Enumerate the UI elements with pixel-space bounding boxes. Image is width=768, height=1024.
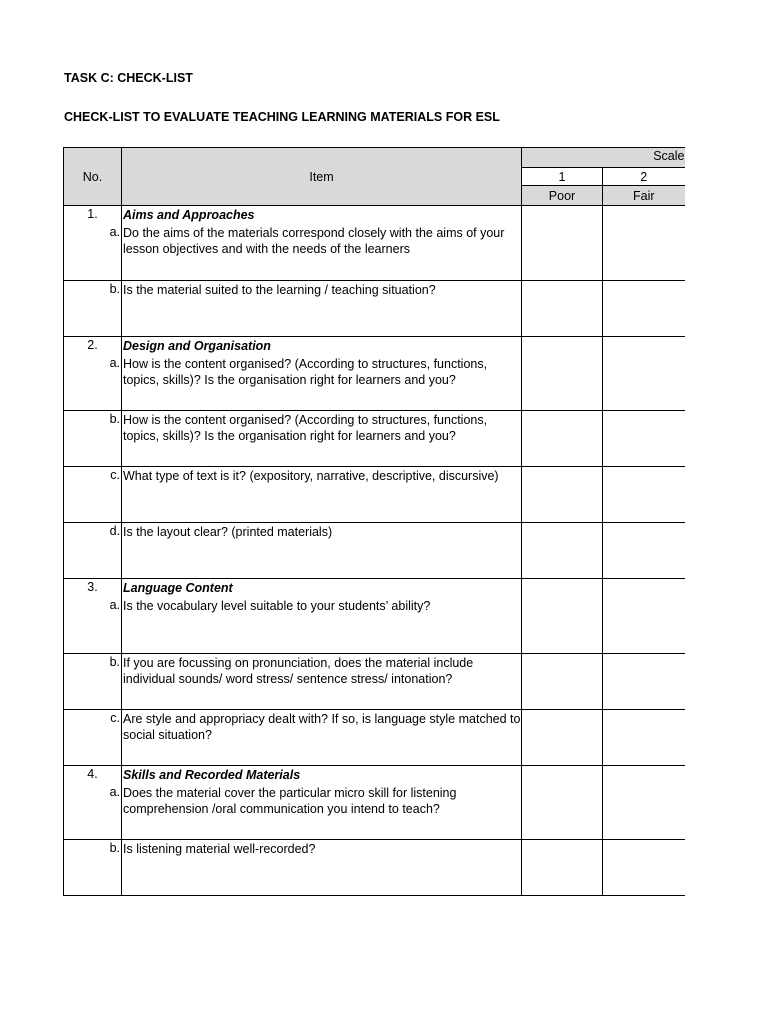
rating-cell-fair[interactable] <box>603 206 685 281</box>
item-text: Do the aims of the materials correspond closely with the aims of your lesson objectives and with the needs of the learners <box>123 226 505 256</box>
item-cell <box>122 579 522 654</box>
rating-cell-fair[interactable] <box>603 523 685 579</box>
table-row <box>64 411 685 467</box>
table-row <box>64 467 685 523</box>
item-cell <box>122 281 522 337</box>
table-row <box>64 840 685 896</box>
section-title: Design and Organisation <box>123 339 271 353</box>
rating-cell-poor[interactable] <box>522 337 603 411</box>
rating-cell-poor[interactable] <box>522 710 603 766</box>
section-number-cell <box>64 766 122 840</box>
rating-cell-poor[interactable] <box>522 467 603 523</box>
checklist-table <box>63 147 685 896</box>
item-text: Are style and appropriacy dealt with? If so, is language style matched to social situation? <box>123 712 521 742</box>
table-row <box>64 710 685 766</box>
item-letter: a. <box>109 785 120 799</box>
rating-cell-fair[interactable] <box>603 467 685 523</box>
section-number-cell <box>64 337 122 411</box>
table-row <box>64 766 685 840</box>
rating-cell-poor[interactable] <box>522 281 603 337</box>
item-cell <box>122 337 522 411</box>
item-letter: a. <box>109 356 120 370</box>
item-text: Is listening material well-recorded? <box>123 842 316 856</box>
item-text: How is the content organised? (According to structures, functions, topics, skills)? Is the organisation right for learners and you? <box>123 357 488 387</box>
scale-label: Scale <box>653 149 685 163</box>
item-text: Is the vocabulary level suitable to your students’ ability? <box>123 599 431 613</box>
section-title: Skills and Recorded Materials <box>123 768 301 782</box>
section-number: 2. <box>87 338 98 352</box>
item-letter: b. <box>109 412 120 426</box>
item-letter: c. <box>110 711 120 725</box>
table-row <box>64 579 685 654</box>
item-text: How is the content organised? (According to structures, functions, topics, skills)? Is the organisation right for learners and you? <box>123 413 488 443</box>
item-cell <box>122 523 522 579</box>
item-cell <box>122 654 522 710</box>
rating-cell-fair[interactable] <box>603 579 685 654</box>
rating-cell-fair[interactable] <box>603 411 685 467</box>
header-item: Item <box>122 148 522 206</box>
item-letter: c. <box>110 468 120 482</box>
rating-cell-fair[interactable] <box>603 840 685 896</box>
scale-label-poor: Poor <box>522 186 603 206</box>
rating-cell-fair[interactable] <box>603 654 685 710</box>
rating-cell-fair[interactable] <box>603 710 685 766</box>
item-cell <box>122 840 522 896</box>
table-row <box>64 523 685 579</box>
table-row <box>64 654 685 710</box>
section-number: 4. <box>87 767 98 781</box>
rating-cell-poor[interactable] <box>522 766 603 840</box>
table-row <box>64 281 685 337</box>
scale-value-1: 1 <box>522 168 603 186</box>
item-letter-cell <box>64 281 122 337</box>
item-letter: d. <box>109 524 120 538</box>
item-letter: b. <box>109 841 120 855</box>
table-row <box>64 337 685 411</box>
item-cell <box>122 411 522 467</box>
rating-cell-poor[interactable] <box>522 206 603 281</box>
item-cell <box>122 467 522 523</box>
item-letter-cell <box>64 654 122 710</box>
document-title: CHECK-LIST TO EVALUATE TEACHING LEARNING MATERIALS FOR ESL <box>64 110 500 124</box>
section-number: 3. <box>87 580 98 594</box>
item-letter: b. <box>109 655 120 669</box>
item-cell <box>122 206 522 281</box>
rating-cell-fair[interactable] <box>603 766 685 840</box>
item-letter-cell <box>64 523 122 579</box>
scale-label-fair: Fair <box>603 186 685 206</box>
section-number-cell <box>64 206 122 281</box>
rating-cell-poor[interactable] <box>522 523 603 579</box>
section-number: 1. <box>87 207 98 221</box>
scale-value-2: 2 <box>603 168 685 186</box>
section-title: Language Content <box>123 581 233 595</box>
item-letter-cell <box>64 710 122 766</box>
item-cell <box>122 766 522 840</box>
item-letter: a. <box>109 598 120 612</box>
section-title: Aims and Approaches <box>123 208 255 222</box>
item-text: Is the material suited to the learning / teaching situation? <box>123 283 436 297</box>
header-scale <box>522 148 685 168</box>
rating-cell-fair[interactable] <box>603 337 685 411</box>
rating-cell-fair[interactable] <box>603 281 685 337</box>
item-letter-cell <box>64 411 122 467</box>
item-text: Does the material cover the particular micro skill for listening comprehension /oral communication you intend to teach? <box>123 786 457 816</box>
item-letter: b. <box>109 282 120 296</box>
task-title: TASK C: CHECK-LIST <box>64 71 193 85</box>
rating-cell-poor[interactable] <box>522 840 603 896</box>
item-letter: a. <box>109 225 120 239</box>
header-no: No. <box>64 148 122 206</box>
item-text: Is the layout clear? (printed materials) <box>123 525 333 539</box>
rating-cell-poor[interactable] <box>522 654 603 710</box>
rating-cell-poor[interactable] <box>522 579 603 654</box>
table-row <box>64 206 685 281</box>
item-cell <box>122 710 522 766</box>
item-letter-cell <box>64 467 122 523</box>
rating-cell-poor[interactable] <box>522 411 603 467</box>
item-text: What type of text is it? (expository, narrative, descriptive, discursive) <box>123 469 499 483</box>
item-letter-cell <box>64 840 122 896</box>
item-text: If you are focussing on pronunciation, does the material include individual sounds/ word stress/ sentence stress/ intonation? <box>123 656 474 686</box>
section-number-cell <box>64 579 122 654</box>
